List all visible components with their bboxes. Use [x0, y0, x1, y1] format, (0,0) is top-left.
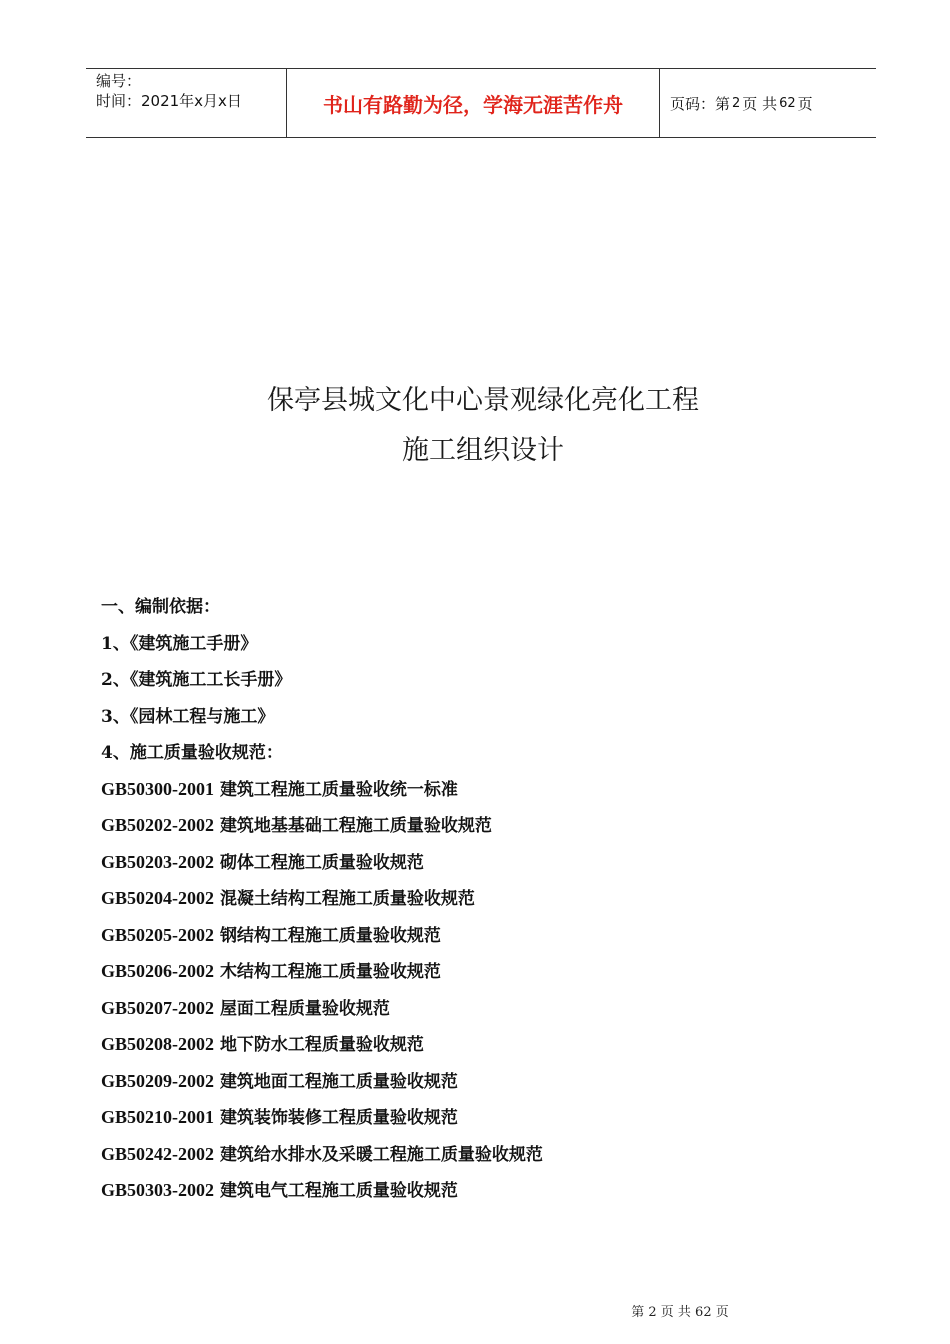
- page-label-mid: 页 共: [742, 94, 778, 113]
- standard-title: 建筑电气工程施工质量验收规范: [219, 1181, 458, 1201]
- standard-code: GB50202-2002: [101, 815, 215, 835]
- standard-item: [101, 775, 881, 812]
- basis-list: [101, 592, 881, 1213]
- standard-item: [101, 921, 881, 958]
- standard-title: 地下防水工程质量验收规范: [219, 1035, 424, 1055]
- page-current: 2: [732, 95, 741, 111]
- standard-title: 屋面工程质量验收规范: [219, 998, 390, 1019]
- page-label-prefix: 页码：第: [670, 94, 731, 113]
- standard-code: GB50242-2002: [101, 1143, 215, 1164]
- standard-title: 建筑装饰装修工程质量验收规范: [219, 1108, 458, 1128]
- page-total: 62: [779, 95, 796, 111]
- standard-code: GB50208-2002: [101, 1034, 215, 1054]
- list-item: 3、《园林工程与施工》: [101, 706, 275, 727]
- standard-title: 木结构工程施工质量验收规范: [219, 962, 441, 982]
- standard-code: GB50303-2002: [101, 1180, 215, 1200]
- standard-code: GB50207-2002: [101, 997, 215, 1018]
- standard-item: [101, 957, 881, 994]
- list-item: 一、编制依据：: [101, 597, 220, 617]
- standard-item: [101, 1140, 881, 1177]
- standard-item: [101, 1103, 881, 1140]
- header-page-info: [660, 69, 876, 137]
- header-meta: [86, 69, 287, 137]
- page-label-suffix: 页: [797, 94, 813, 113]
- standard-item: [101, 811, 881, 848]
- header-motto: 书山有路勤为径，学海无涯苦作舟: [287, 69, 660, 137]
- document-time-label: 时间：2021年x月x日: [96, 92, 242, 110]
- standard-code: GB50300-2001: [101, 778, 215, 799]
- page-footer: 第 2 页 共 62 页: [631, 1305, 729, 1320]
- list-item: 4、施工质量验收规范：: [101, 743, 283, 763]
- standard-title: 砌体工程施工质量验收规范: [219, 852, 424, 873]
- standard-item: [101, 1030, 881, 1067]
- document-title: 保亭县城文化中心景观绿化亮化工程: [267, 385, 699, 416]
- standard-item: [101, 848, 881, 885]
- list-item: 2、《建筑施工工长手册》: [101, 670, 292, 690]
- standard-code: GB50205-2002: [101, 924, 215, 945]
- page-header: [86, 68, 876, 138]
- standard-title: 建筑工程施工质量验收统一标准: [219, 779, 458, 800]
- standard-title: 钢结构工程施工质量验收规范: [219, 925, 441, 946]
- standard-title: 混凝土结构工程施工质量验收规范: [219, 889, 475, 909]
- standard-code: GB50209-2002: [101, 1070, 215, 1091]
- standard-code: GB50210-2001: [101, 1107, 215, 1127]
- standard-title: 建筑给水排水及采暖工程施工质量验收规范: [219, 1144, 543, 1165]
- standard-code: GB50203-2002: [101, 851, 215, 872]
- standard-title: 建筑地面工程施工质量验收规范: [219, 1071, 458, 1092]
- document-number-label: 编号：: [96, 72, 142, 90]
- standard-item: [101, 1067, 881, 1104]
- list-item: 1、《建筑施工手册》: [101, 633, 258, 654]
- document-subtitle: 施工组织设计: [402, 435, 564, 466]
- standard-item: [101, 1176, 881, 1213]
- standard-code: GB50206-2002: [101, 961, 215, 981]
- standard-item: [101, 994, 881, 1031]
- standard-code: GB50204-2002: [101, 888, 215, 908]
- standard-title: 建筑地基基础工程施工质量验收规范: [219, 816, 492, 836]
- standard-item: [101, 884, 881, 921]
